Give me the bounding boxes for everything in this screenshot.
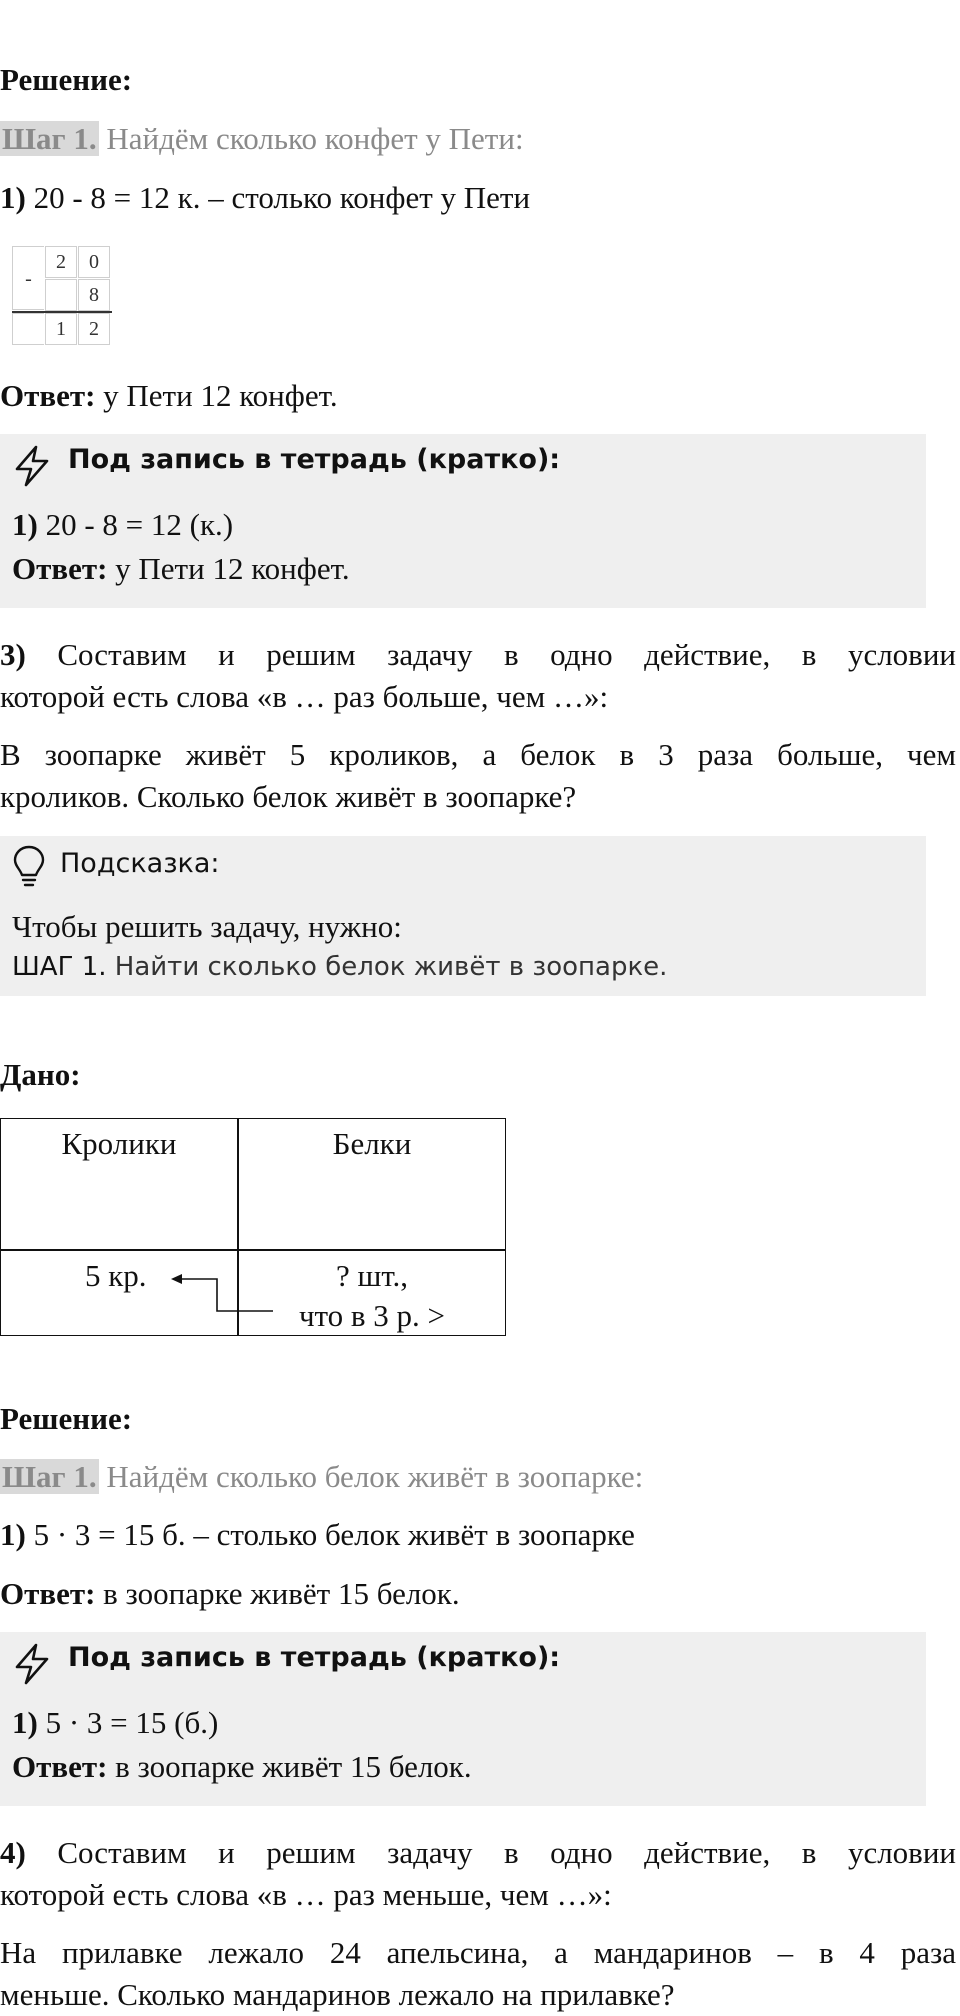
line-text: 5 · 3 = 15 (б.) — [45, 1705, 219, 1740]
answer-line — [0, 377, 338, 415]
digit: 2 — [45, 246, 77, 278]
squirrels-value: ? шт., — [335, 1258, 409, 1293]
hint-step — [12, 950, 667, 984]
problem-line-2: кроликов. Сколько белок живёт в зоопарке? — [0, 779, 577, 814]
answer-text: у Пети 12 конфет. — [115, 551, 350, 586]
squirrels-relation: что в 3 р. > — [298, 1298, 446, 1333]
task-line: Составим и решим задачу в одно действие, в условии — [57, 1835, 957, 1870]
note-title: Под запись в тетрадь (кратко): — [68, 444, 561, 475]
hint-line: Чтобы решить задачу, нужно: — [12, 909, 402, 944]
hint-step-label: ШАГ 1. — [12, 952, 107, 982]
calc-empty-cell — [12, 313, 44, 345]
step-text: Найдём сколько белок живёт в зоопарке: — [106, 1459, 644, 1494]
solution-line — [0, 1516, 635, 1554]
note-title: Под запись в тетрадь (кратко): — [68, 1642, 561, 1673]
line-text: 20 - 8 = 12 (к.) — [45, 507, 234, 542]
given-table — [0, 1118, 506, 1336]
note-answer — [12, 550, 350, 588]
answer-text: в зоопарке живёт 15 белок. — [115, 1749, 472, 1784]
digit: 2 — [78, 313, 110, 345]
task-line: Составим и решим задачу в одно действие, в условии — [57, 637, 957, 672]
notebook-note — [0, 1632, 926, 1806]
step-tag: Шаг 1. — [2, 1459, 97, 1494]
lightning-icon — [12, 1642, 52, 1686]
step-line — [0, 1458, 643, 1496]
relation-arrow-icon — [169, 1271, 277, 1319]
lightbulb-icon — [12, 844, 46, 890]
line-number: 1) — [0, 180, 26, 215]
task-statement — [0, 636, 956, 674]
problem-line-2: меньше. Сколько мандаринов лежало на прилавке? — [0, 1977, 675, 2012]
minus-sign: - — [12, 246, 44, 310]
digit — [45, 279, 77, 311]
problem-line-1: На прилавке лежало 24 апельсина, а мандаринов – в 4 раза — [0, 1935, 956, 1970]
digit: 1 — [45, 313, 77, 345]
digit: 0 — [78, 246, 110, 278]
step-tag: Шаг 1. — [2, 121, 97, 156]
table-divider — [1, 1249, 505, 1251]
step-text: Найдём сколько конфет у Пети: — [106, 121, 524, 156]
rabbits-value: 5 кр. — [85, 1258, 147, 1293]
answer-label: Ответ: — [12, 1749, 108, 1784]
line-text: 5 · 3 = 15 б. – столько белок живёт в зоопарке — [33, 1517, 635, 1552]
solution-heading: Решение: — [0, 62, 133, 97]
answer-label: Ответ: — [0, 1576, 96, 1611]
task-number: 4) — [0, 1835, 26, 1870]
digit: 8 — [78, 279, 110, 311]
hint-title: Подсказка: — [60, 848, 220, 879]
hint-step-text: Найти сколько белок живёт в зоопарке. — [114, 952, 668, 982]
answer-label: Ответ: — [12, 551, 108, 586]
task-line-2: которой есть слова «в … раз больше, чем …»: — [0, 679, 609, 714]
note-line — [12, 506, 233, 544]
step-line — [0, 120, 524, 158]
lightning-icon — [12, 444, 52, 488]
line-text: 20 - 8 = 12 к. – столько конфет у Пети — [33, 180, 531, 215]
notebook-note — [0, 434, 926, 608]
answer-text: у Пети 12 конфет. — [103, 378, 338, 413]
hint-box — [0, 836, 926, 996]
column-header-rabbits: Кролики — [61, 1126, 177, 1161]
column-header-squirrels: Белки — [332, 1126, 412, 1161]
line-number: 1) — [0, 1517, 26, 1552]
problem-line-1: В зоопарке живёт 5 кроликов, а белок в 3 раза больше, чем — [0, 737, 956, 772]
line-number: 1) — [12, 507, 38, 542]
answer-line — [0, 1575, 460, 1613]
task-statement — [0, 1834, 956, 1872]
answer-text: в зоопарке живёт 15 белок. — [103, 1576, 460, 1611]
solution-heading: Решение: — [0, 1401, 133, 1436]
solution-line — [0, 179, 530, 217]
task-line-2: которой есть слова «в … раз меньше, чем …»: — [0, 1877, 612, 1912]
note-answer — [12, 1748, 472, 1786]
given-heading: Дано: — [0, 1057, 81, 1092]
line-number: 1) — [12, 1705, 38, 1740]
note-line — [12, 1704, 218, 1742]
task-number: 3) — [0, 637, 26, 672]
answer-label: Ответ: — [0, 378, 96, 413]
